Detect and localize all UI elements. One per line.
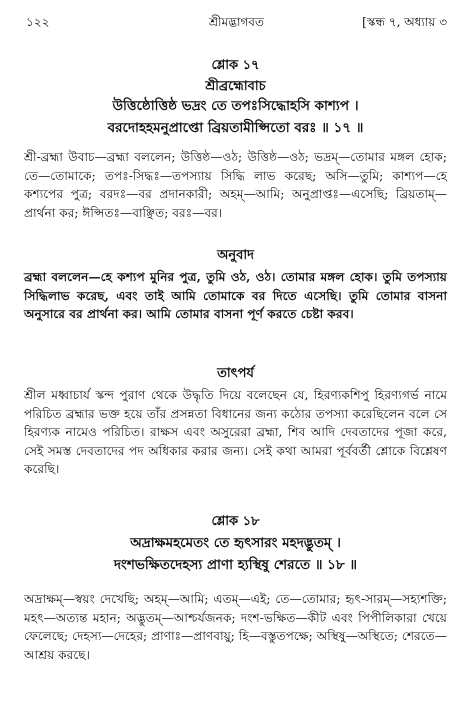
translation-heading: অনুবাদ (217, 248, 254, 263)
page-header (26, 14, 447, 34)
book-title: শ্রীমদ্ভাগবত (208, 15, 264, 29)
translation-block (24, 268, 447, 324)
chapter-reference: [স্কন্ধ ৭, অধ্যায় ৩ (362, 15, 447, 29)
verse-17-line-2: বরদোহহমনুপ্রাপ্তো ব্রিয়তামীপ্সিতো বরঃ ॥ ১৭ ॥ (107, 120, 364, 136)
verse-18-heading: শ্লোক ১৮ (211, 514, 260, 529)
verse-17-heading: শ্লোক ১৭ (211, 58, 260, 73)
verse-18-synonyms (24, 590, 447, 664)
page-number: ১২২ (26, 15, 50, 29)
verse-17-speaker: শ্রীব্রহ্মোবাচ (205, 79, 266, 94)
verse-17-synonyms (24, 148, 447, 222)
purport-heading: তাৎপর্য (217, 366, 254, 381)
verse-18-line-2: দংশভক্ষিতদেহস্য প্রাণা হ্যস্থিষু শেরতে ॥ ১৮ ॥ (113, 557, 358, 573)
purport-text: শ্রীল মধ্বাচার্য স্কন্দ পুরাণ থেকে উদ্ধৃতি দিয়ে বলেছেন যে, হিরণ্যকশিপু হিরণ্যগর্ভ নামে পরিচিত ব্রহ্মার ভক্ত হয়ে তাঁর প্রসন্নতা বিধানের জন্য কঠোর তপস্যা করেছিলেন বলে সে হিরণ্যক নামেও পরিচিত। রাক্ষস এবং অসুরেরা ব্রহ্মা, শিব আদি দেবতাদের পূজা করে, সেই সমস্ত দেবতাদের পদ অধিকার করার জন্য। সেই কথা আমরা পূর্ববর্তী শ্লোকে বিশ্লেষণ করেছি। (24, 388, 447, 476)
verse-18-line-1: অদ্রাক্ষমহমেতং তে হৃৎসারং মহদদ্ভুতম্ । (130, 535, 341, 551)
purport-block (24, 386, 447, 479)
verse-17-line-1: উত্তিষ্ঠোত্তিষ্ঠ ভদ্রং তে তপঃসিদ্ধোহসি কাশ্যপ । (112, 98, 359, 114)
synonyms-text: শ্রী-ব্রহ্মা উবাচ—ব্রহ্মা বললেন; উত্তিষ্ঠ—ওঠ; উত্তিষ্ঠ—ওঠ; ভদ্রম্—তোমার মঙ্গল হোক; তে—তোমাকে; তপঃ-সিদ্ধঃ—তপস্যায় সিদ্ধি লাভ করেছ; অসি—তুমি; কাশ্যপ—হে কশ্যপের পুত্র; বরদঃ—বর প্রদানকারী; অহম্—আমি; অনুপ্রাপ্তঃ—এসেছি; ব্রিয়তাম্—প্রার্থনা কর; ঈপ্সিতঃ—বাঞ্ছিত; বরঃ—বর। (24, 150, 447, 220)
translation-text: ব্রহ্মা বললেন—হে কশ্যপ মুনির পুত্র, তুমি ওঠ, ওঠ। তোমার মঙ্গল হোক। তুমি তপস্যায় সিদ্ধিলাভ করেছ, এবং তাই আমি তোমাকে বর দিতে এসেছি। তুমি তোমার বাসনা অনুসারে বর প্রার্থনা কর। আমি তোমার বাসনা পূর্ণ করতে চেষ্টা করব। (24, 270, 447, 321)
synonyms-text: অদ্রাক্ষম্—স্বয়ং দেখেছি; অহম্—আমি; এতম্—এই; তে—তোমার; হৃৎ-সারম্—সহ্যশক্তি; মহৎ—অত্যন্ত মহান; অদ্ভুতম্—আশ্চর্যজনক; দংশ-ভক্ষিত—কীট এবং পিপীলিকারা খেয়ে ফেলেছে; দেহস্য—দেহের; প্রাণাঃ—প্রাণবায়ু; হি—বস্তুতপক্ষে; অস্থিষু—অস্থিতে; শেরতে—আশ্রয় করছে। (24, 592, 447, 662)
